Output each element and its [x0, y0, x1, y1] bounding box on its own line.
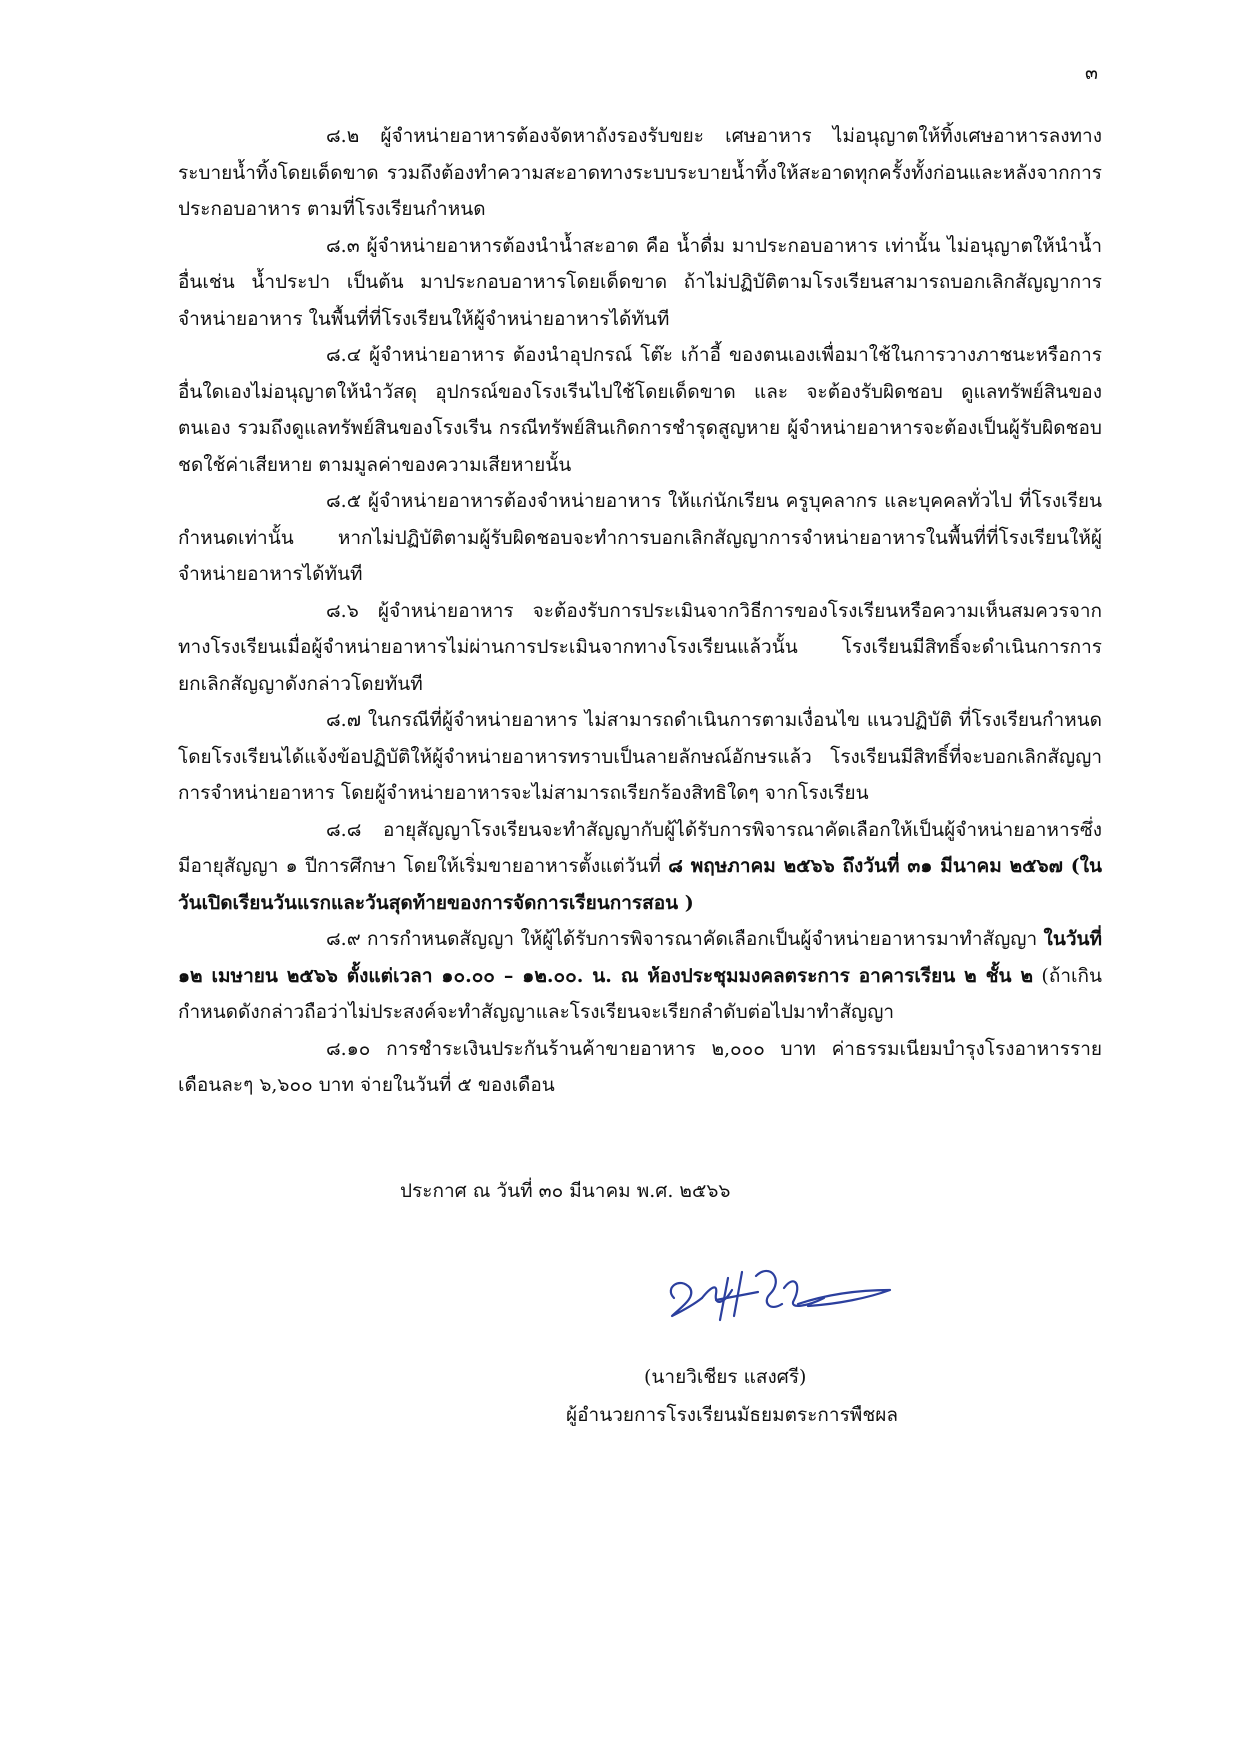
- paragraph-8-2: [178, 118, 1102, 228]
- signature-image: [658, 1258, 898, 1344]
- paragraph-text: ๘.๔ ผู้จำหน่ายอาหาร ต้องนำอุปกรณ์ โต๊ะ เก้าอี้ ของตนเองเพื่อมาใช้ในการวางภาชนะหรือการอื่นใดเองไม่อนุญาตให้นำวัสดุ อุปกรณ์ของโรงเรีนไปใช้โดยเด็ดขาด และ จะต้องรับผิดชอบ ดูแลทรัพย์สินของตนเอง รวมถึงดูแลทรัพย์สินของโรงเรีน กรณีทรัพย์สินเกิดการชำรุดสูญหาย ผู้จำหน่ายอาหารจะต้องเป็นผู้รับผิดชอบชดใช้ค่าเสียหาย ตามมูลค่าของความเสียหายนั้น: [178, 344, 1102, 476]
- paragraph-text: ๘.๘ อายุสัญญาโรงเรียนจะทำสัญญากับผู้ได้รับการพิจารณาคัดเลือกให้เป็นผู้จำหน่ายอาหารซึ่งมีอายุสัญญา ๑ ปีการศึกษา โดยให้เริ่มขายอาหารตั้งแต่วันที่: [178, 818, 1102, 877]
- paragraph-text: ๘.๑๐ การชำระเงินประกันร้านค้าขายอาหาร ๒,๐๐๐ บาท ค่าธรรมเนียมบำรุงโรงอาหารรายเดือนละๆ ๖,๖๐๐ บาท จ่ายในวันที่ ๕ ของเดือน: [178, 1037, 1102, 1096]
- paragraph-text: ๘.๙ การกำหนดสัญญา ให้ผู้ได้รับการพิจารณาคัดเลือกเป็นผู้จำหน่ายอาหารมาทำสัญญา: [326, 928, 1044, 950]
- paragraph-8-10: [178, 1031, 1102, 1104]
- document-body: [178, 118, 1102, 1104]
- paragraph-8-5: [178, 483, 1102, 593]
- paragraph-text: ๘.๒ ผู้จำหน่ายอาหารต้องจัดหาถังรองรับขยะ เศษอาหาร ไม่อนุญาตให้ทิ้งเศษอาหารลงทางระบายน้ำทิ้งโดยเด็ดขาด รวมถึงต้องทำความสะอาดทางระบบระบายน้ำทิ้งให้สะอาดทุกครั้งทั้งก่อนและหลังจากการประกอบอาหาร ตามที่โรงเรียนกำหนด: [178, 125, 1102, 220]
- paragraph-8-9: [178, 921, 1102, 1031]
- paragraph-text: ๘.๕ ผู้จำหน่ายอาหารต้องจำหน่ายอาหาร ให้แก่นักเรียน ครูบุคลากร และบุคคลทั่วไป ที่โรงเรียนกำหนดเท่านั้น หากไม่ปฏิบัติตามผู้รับผิดชอบจะทำการบอกเลิกสัญญาการจำหน่ายอาหารในพื้นที่ที่โรงเรียนให้ผู้จำหน่ายอาหารได้ทันที: [178, 490, 1102, 585]
- paragraph-text: ๘.๗ ในกรณีที่ผู้จำหน่ายอาหาร ไม่สามารถดำเนินการตามเงื่อนไข แนวปฏิบัติ ที่โรงเรียนกำหนด โดยโรงเรียนได้แจ้งข้อปฏิบัติให้ผู้จำหน่ายอาหารทราบเป็นลายลักษณ์อักษรแล้ว โรงเรียนมีสิทธิ์ที่จะบอกเลิกสัญญาการจำหน่ายอาหาร โดยผู้จำหน่ายอาหารจะไม่สามารถเรียกร้องสิทธิใดๆ จากโรงเรียน: [178, 709, 1102, 804]
- paragraph-8-8: [178, 812, 1102, 922]
- paragraph-8-3: [178, 228, 1102, 338]
- contract-period-bold: ๘ พฤษภาคม ๒๕๖๖ ถึงวันที่ ๓๑ มีนาคม ๒๕๖๗ (ในวันเปิดเรียนวันแรกและวันสุดท้ายของการจัดการเรียนการสอน ): [178, 855, 1102, 914]
- page-number: ๓: [1085, 62, 1098, 84]
- contract-signing-bold: ในวันที่ ๑๒ เมษายน ๒๕๖๖ ตั้งแต่เวลา ๑๐.๐๐ – ๑๒.๐๐. น. ณ ห้องประชุมมงคลตระการ อาคารเรียน ๒ ชั้น ๒: [178, 928, 1102, 987]
- signer-title: ผู้อำนวยการโรงเรียนมัธยมตระการพืชผล: [566, 1404, 898, 1426]
- paragraph-text: ๘.๓ ผู้จำหน่ายอาหารต้องนำน้ำสะอาด คือ น้ำดื่ม มาประกอบอาหาร เท่านั้น ไม่อนุญาตให้นำน้ำอื่นเช่น น้ำประปา เป็นต้น มาประกอบอาหารโดยเด็ดขาด ถ้าไม่ปฏิบัติตามโรงเรียนสามารถบอกเลิกสัญญาการจำหน่ายอาหาร ในพื้นที่ที่โรงเรียนให้ผู้จำหน่ายอาหารได้ทันที: [178, 234, 1102, 330]
- paragraph-8-4: [178, 337, 1102, 483]
- paragraph-8-6: [178, 593, 1102, 703]
- paragraph-text: (ถ้าเกินกำหนดดังกล่าวถือว่าไม่ประสงค์จะทำสัญญาและโรงเรียนจะเรียกลำดับต่อไปมาทำสัญญา: [178, 964, 1102, 1023]
- paragraph-text: ๘.๖ ผู้จำหน่ายอาหาร จะต้องรับการประเมินจากวิธีการของโรงเรียนหรือความเห็นสมควรจากทางโรงเรียนเมื่อผู้จำหน่ายอาหารไม่ผ่านการประเมินจากทางโรงเรียนแล้วนั้น โรงเรียนมีสิทธิ์จะดำเนินการการยกเลิกสัญญาดังกล่าวโดยทันที: [178, 599, 1102, 695]
- paragraph-8-7: [178, 702, 1102, 812]
- signer-name: (นายวิเชียร แสงศรี): [644, 1366, 807, 1388]
- announcement-date: ประกาศ ณ วันที่ ๓๐ มีนาคม พ.ศ. ๒๕๖๖: [400, 1180, 731, 1202]
